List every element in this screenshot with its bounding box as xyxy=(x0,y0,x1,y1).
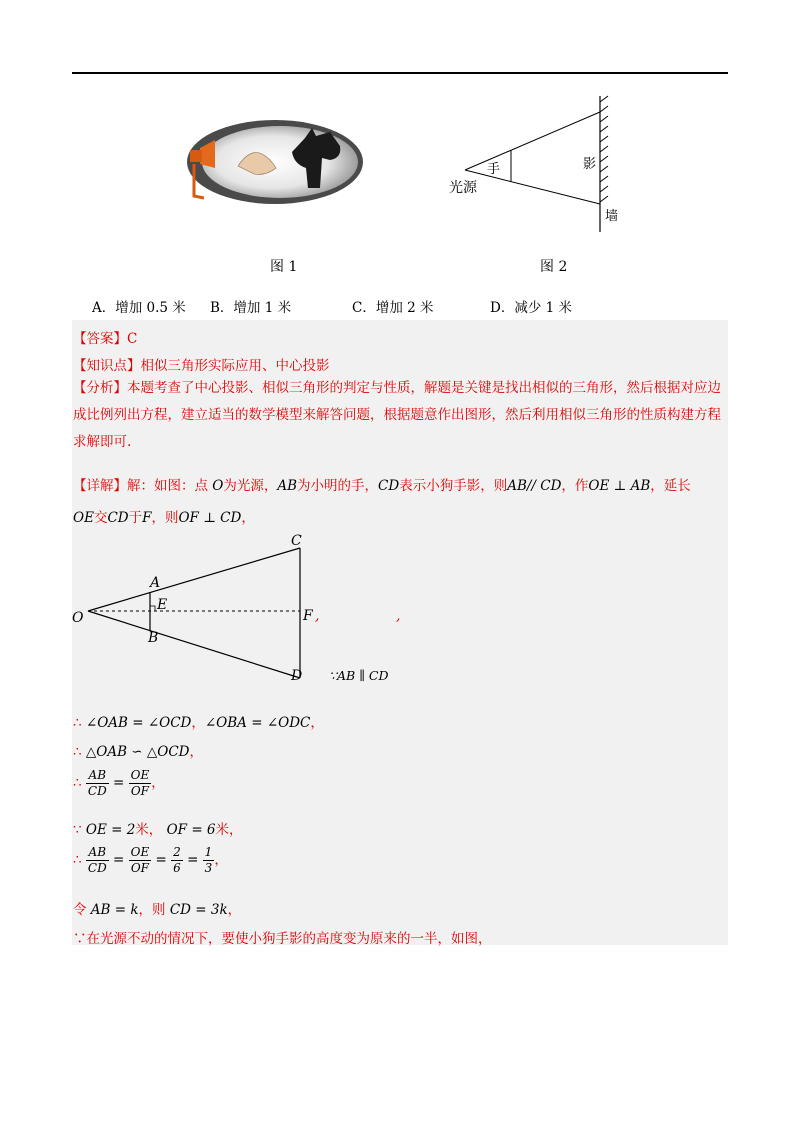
label-C: C xyxy=(291,533,302,549)
detail-text: 为小明的手， xyxy=(297,478,379,494)
detail-line-2 xyxy=(73,506,255,526)
header-rule xyxy=(72,72,728,74)
step-text: 令 xyxy=(73,902,91,918)
math-CD: CD xyxy=(107,510,129,526)
fraction: $\frac{2}{6}$ xyxy=(173,845,181,875)
equals-sign: = xyxy=(187,852,199,868)
therefore-symbol: ∴ xyxy=(73,744,86,760)
label-F: F xyxy=(303,608,313,624)
option-c: C．增加 2 米 xyxy=(352,300,434,316)
detail-tag: 【详解】 xyxy=(73,478,127,494)
detail-text: ，延长 xyxy=(650,478,691,494)
figure-1-image xyxy=(180,118,365,206)
option-b: B．增加 1 米 xyxy=(210,300,292,316)
step-text: ， xyxy=(227,902,242,918)
math-F: F xyxy=(142,510,152,526)
analysis-tag: 【分析】 xyxy=(73,380,127,396)
step-eq: AB = k xyxy=(90,902,139,918)
math-perpendicular: OE ⊥ AB xyxy=(588,478,651,494)
step-eq: OF = 6 xyxy=(166,822,216,838)
step-text: 米， xyxy=(215,822,243,838)
diagram-comma-1: , xyxy=(315,608,320,624)
step-eq: △OAB ∽ △OCD xyxy=(85,744,190,760)
step-7 xyxy=(73,927,492,947)
equals-sign: = xyxy=(113,775,125,791)
because-parallel: ∵AB ∥ CD xyxy=(329,668,389,683)
detail-text: 为光源， xyxy=(223,478,278,494)
detail-text: 表示小狗手影，则 xyxy=(399,478,508,494)
math-AB: AB xyxy=(277,478,298,494)
detail-text: ，作 xyxy=(561,478,589,494)
step-text: 米， xyxy=(135,822,163,838)
knowledge-value: 相似三角形实际应用、中心投影 xyxy=(140,358,330,374)
math-perpendicular: OF ⊥ CD xyxy=(178,510,242,526)
step-eq: CD = 3k xyxy=(169,902,228,918)
analysis-text: 本题考查了中心投影、相似三角形的判定与性质，解题是关键是找出相似的三角形，然后根据对应边成比例列出方程，建立适当的数学模型来解答问题，根据题意作出图形，然后利用相似三角形的性质构建方程求解即可. xyxy=(73,380,721,450)
wall-label: 墙 xyxy=(605,209,619,224)
label-A: A xyxy=(150,575,161,591)
step-text: ， xyxy=(189,744,204,760)
shadow-label: 影 xyxy=(583,157,597,172)
math-CD: CD xyxy=(378,478,400,494)
step-text: ∵在光源不动的情况下，要使小狗手影的高度变为原来的一半，如图， xyxy=(73,931,492,947)
step-6 xyxy=(73,898,241,918)
equals-sign: = xyxy=(155,852,167,868)
because-symbol: ∵ xyxy=(73,822,86,838)
label-O: O xyxy=(72,610,84,626)
therefore-symbol: ∴ xyxy=(73,775,86,791)
detail-text: ，则 xyxy=(151,510,179,526)
option-a: A．增加 0.5 米 xyxy=(92,300,186,316)
fraction: $\frac{AB}{CD}$ xyxy=(87,845,107,875)
knowledge-tag: 【知识点】 xyxy=(73,358,141,374)
detail-text: ， xyxy=(241,510,255,526)
label-B: B xyxy=(148,630,159,646)
math-O: O xyxy=(212,478,224,494)
step-1 xyxy=(73,711,324,731)
label-E: E xyxy=(157,597,168,613)
detail-line-1 xyxy=(73,474,691,494)
answer-line xyxy=(73,327,137,347)
hand-label: 手 xyxy=(487,162,501,177)
step-4 xyxy=(73,818,243,838)
math-parallel: AB// CD xyxy=(507,478,562,494)
step-text: ， xyxy=(191,715,205,731)
step-text: ， xyxy=(310,715,324,731)
equals-sign: = xyxy=(113,852,125,868)
detail-text: 于 xyxy=(128,510,143,526)
detail-text: 解：如图：点 xyxy=(127,478,208,494)
light-source-label: 光源 xyxy=(449,180,477,196)
geometry-diagram xyxy=(72,530,412,690)
step-text: ， xyxy=(151,775,165,791)
fraction: $\frac{1}{3}$ xyxy=(204,845,213,875)
analysis-paragraph xyxy=(73,375,723,456)
answer-value: C xyxy=(127,331,138,347)
detail-text: 交 xyxy=(93,510,108,526)
figure-2-diagram xyxy=(445,92,645,234)
answer-tag: 【答案】 xyxy=(73,331,127,347)
step-eq: OE = 2 xyxy=(85,822,136,838)
label-D: D xyxy=(291,668,303,684)
diagram-comma-2: , xyxy=(396,608,401,624)
knowledge-line xyxy=(73,354,330,374)
step-eq: ∠OAB = ∠OCD xyxy=(85,715,192,731)
step-eq: ∠OBA = ∠ODC xyxy=(204,715,311,731)
therefore-symbol: ∴ xyxy=(73,715,86,731)
step-5 xyxy=(73,845,228,876)
step-text: ， xyxy=(214,852,228,868)
fraction: $\frac{OE}{OF}$ xyxy=(130,768,150,798)
option-d: D．减少 1 米 xyxy=(490,300,572,316)
figure-1-caption: 图 1 xyxy=(270,259,298,275)
therefore-symbol: ∴ xyxy=(73,852,86,868)
step-text: ，则 xyxy=(138,902,170,918)
math-OE: OE xyxy=(73,510,94,526)
fraction: $\frac{AB}{CD}$ xyxy=(87,768,107,798)
step-2 xyxy=(73,740,203,760)
figure-2-caption: 图 2 xyxy=(540,259,568,275)
fraction: $\frac{OE}{OF}$ xyxy=(130,845,150,875)
step-3 xyxy=(73,768,165,799)
